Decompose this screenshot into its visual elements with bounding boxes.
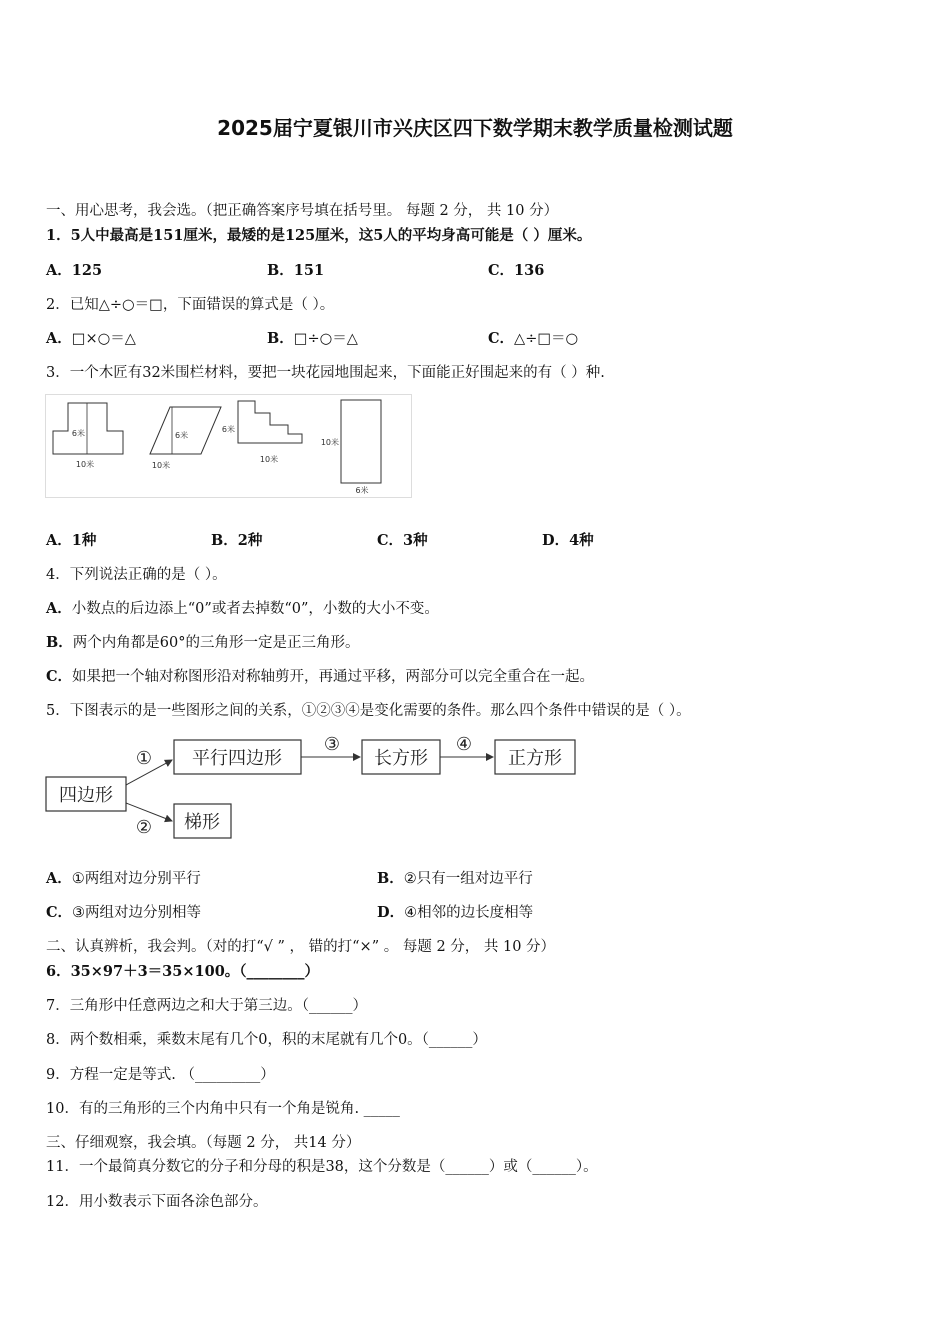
shape4-height-label: 10米 <box>320 438 339 447</box>
condition-2: ② <box>135 817 153 838</box>
question-3: 3．一个木匠有32米围栏材料，要把一块花园地围起来，下面能正好围起来的有（ ）种. <box>46 365 605 381</box>
box-rectangle-label: 长方形 <box>374 748 428 769</box>
question-7: 7．三角形中任意两边之和大于第三边。（______） <box>46 998 367 1014</box>
question-4: 4．下列说法正确的是（ ）。 <box>46 567 227 583</box>
q5-option-c: C．③两组对边分别相等 <box>46 904 202 921</box>
page-title: 2025届宁夏银川市兴庆区四下数学期末教学质量检测试题 <box>217 116 733 140</box>
condition-1: ① <box>135 748 153 769</box>
box-trapezoid-label: 梯形 <box>184 812 220 833</box>
shape1-height-label: 6米 <box>71 429 85 438</box>
q5-shape-relation-diagram <box>44 733 580 843</box>
question-11: 11．一个最简真分数它的分子和分母的积是38，这个分数是（______）或（______）。 <box>46 1159 598 1175</box>
q2-option-b: B．□÷○＝△ <box>267 330 358 347</box>
q5-option-a: A．①两组对边分别平行 <box>46 870 201 887</box>
shape4-width-label: 6米 <box>355 486 369 495</box>
q1-option-c: C．136 <box>488 262 545 279</box>
q4-option-b: B．两个内角都是60°的三角形一定是正三角形。 <box>46 634 360 651</box>
q3-option-d: D．4种 <box>542 532 594 549</box>
question-12: 12．用小数表示下面各涂色部分。 <box>46 1194 268 1210</box>
q4-option-a: A．小数点的后边添上“0”或者去掉数“0”，小数的大小不变。 <box>46 600 439 617</box>
section3-heading: 三、仔细观察，我会填。（每题 2 分， 共14 分） <box>46 1135 361 1151</box>
q3-option-a: A．1种 <box>46 532 97 549</box>
shape3-width-label: 10米 <box>259 455 279 464</box>
condition-3: ③ <box>323 734 341 755</box>
q5-option-b: B．②只有一组对边平行 <box>377 870 533 887</box>
question-8: 8．两个数相乘，乘数末尾有几个0，积的末尾就有几个0。（______） <box>46 1032 487 1048</box>
shape1-width-label: 10米 <box>75 460 95 469</box>
q3-garden-figure <box>45 394 412 498</box>
question-1: 1．5人中最高是151厘米，最矮的是125厘米，这5人的平均身高可能是（ ）厘米。 <box>46 227 592 244</box>
box-square-label: 正方形 <box>508 748 562 769</box>
q4-option-c: C．如果把一个轴对称图形沿对称轴剪开，再通过平移，两部分可以完全重合在一起。 <box>46 668 595 685</box>
q5-option-d: D．④相邻的边长度相等 <box>377 904 534 921</box>
q1-option-a: A．125 <box>46 262 103 279</box>
question-5: 5．下图表示的是一些图形之间的关系，①②③④是变化需要的条件。那么四个条件中错误的是（ ）。 <box>46 703 691 719</box>
section1-heading: 一、用心思考，我会选。（把正确答案序号填在括号里。 每题 2 分， 共 10 分） <box>46 203 559 219</box>
condition-4: ④ <box>455 734 473 755</box>
q2-option-c: C．△÷□＝○ <box>488 330 579 347</box>
box-quadrilateral-label: 四边形 <box>59 785 113 806</box>
q3-option-c: C．3种 <box>377 532 428 549</box>
box-parallelogram-label: 平行四边形 <box>192 748 282 769</box>
question-10: 10．有的三角形的三个内角中只有一个角是锐角. _____ <box>46 1101 400 1117</box>
q2-option-a: A．□×○＝△ <box>46 330 136 347</box>
question-6: 6．35×97＋3＝35×100。（________） <box>46 963 320 980</box>
question-9: 9．方程一定是等式. （_________） <box>46 1067 275 1083</box>
shape3-height-label: 6米 <box>221 425 235 434</box>
q3-option-b: B．2种 <box>211 532 263 549</box>
question-2: 2．已知△÷○＝□，下面错误的算式是（ ）。 <box>46 297 335 313</box>
shape2-height-label: 6米 <box>175 431 189 440</box>
shape2-width-label: 10米 <box>151 461 171 470</box>
section2-heading: 二、认真辨析，我会判。（对的打“√ ” ， 错的打“×” 。 每题 2 分， 共 10 分） <box>46 939 556 955</box>
q1-option-b: B．151 <box>267 262 325 279</box>
